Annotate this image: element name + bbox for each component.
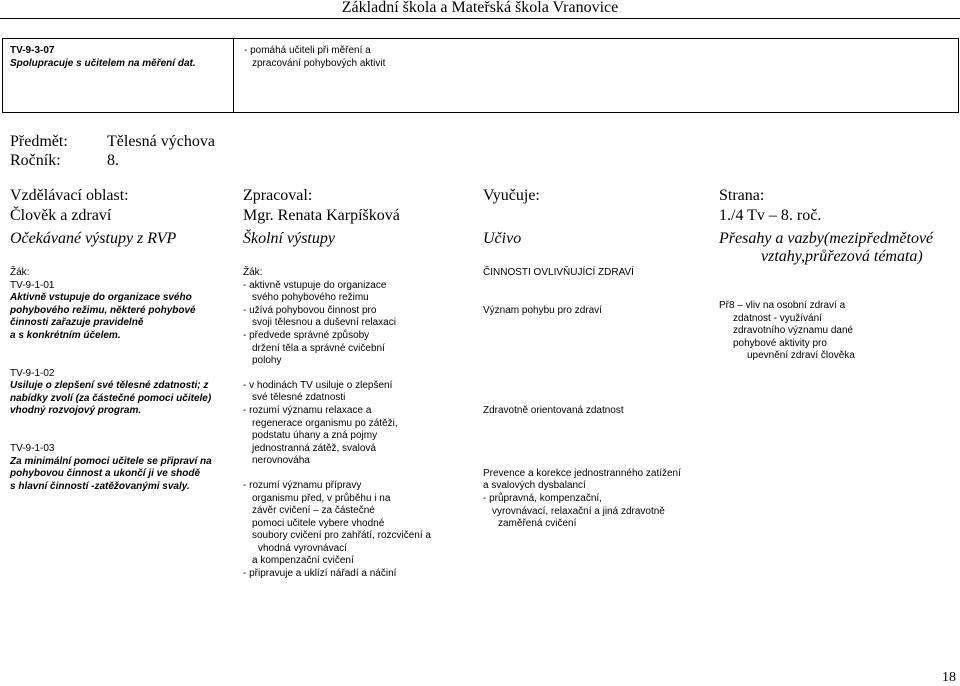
school-output-line: své tělesné zdatnosti xyxy=(252,392,346,404)
outcome-line: Usiluje o zlepšení své tělesné zdatnosti; z xyxy=(10,380,209,392)
area-value: Člověk a zdraví xyxy=(10,207,112,224)
links-column xyxy=(719,300,955,363)
curriculum-column xyxy=(483,267,715,531)
carryover-table xyxy=(2,38,959,113)
column-header-links xyxy=(719,230,933,266)
school-output-line: svoji tělesnou a duševní relaxaci xyxy=(252,317,396,329)
outcome-line: a s konkrétním účelem. xyxy=(10,329,121,341)
outcome-line: pohybovou činnost a ukončí ji ve shodě xyxy=(10,468,201,480)
outcome-text: Spolupracuje s učitelem na měření dat. xyxy=(10,58,196,69)
curriculum-line: zaměřená cvičení xyxy=(498,518,577,530)
curriculum-line: ČINNOSTI OVLIVŇUJÍCÍ ZDRAVÍ xyxy=(483,267,634,278)
column-header-links-line: Přesahy a vazby(mezipředmětové xyxy=(719,230,934,247)
table-column-divider xyxy=(233,39,234,112)
school-output-line: svého pohybového režimu xyxy=(252,292,369,304)
links-line: Př8 – vliv na osobní zdraví a xyxy=(719,300,846,311)
school-output-line: závěr cvičení – za částečné xyxy=(252,505,375,517)
outcome-code: TV-9-1-01 xyxy=(10,279,55,291)
column-header-curriculum: Učivo xyxy=(483,230,522,247)
author-block xyxy=(243,186,400,226)
school-output-line: - připravuje a uklízí nářadí a náčiní xyxy=(243,568,397,580)
teaches-label: Vyučuje: xyxy=(483,187,540,204)
pupil-label: Žák: xyxy=(10,267,30,278)
school-output-line: - užívá pohybovou činnost pro xyxy=(243,304,377,316)
links-line: pohybové aktivity pro xyxy=(733,337,827,349)
school-output-line: pomoci učitele vybere vhodné xyxy=(252,517,385,529)
school-output-line: podstatu úhany a zná pojmy xyxy=(252,430,378,442)
school-output-line: a kompenzační cvičení xyxy=(252,555,354,567)
subject-label: Předmět: xyxy=(10,133,68,150)
school-output-line: regenerace organismu po zátěži, xyxy=(252,417,398,429)
outcome-line: s hlavní činností -zatěžovanými svaly. xyxy=(10,480,190,492)
school-output-line: nerovnováha xyxy=(252,455,310,467)
subject-block xyxy=(10,132,215,170)
curriculum-line: - průpravná, kompenzační, xyxy=(483,492,602,504)
column-header-outcomes: Očekávané výstupy z RVP xyxy=(10,230,177,247)
area-block xyxy=(10,186,129,226)
subject-value: Tělesná výchova xyxy=(107,133,215,150)
school-output-line: soubory cvičení pro zahřátí, rozcvičení a xyxy=(252,530,431,542)
curriculum-line: Význam pohybu pro zdraví xyxy=(483,304,602,316)
outcome-code: TV-9-1-02 xyxy=(10,367,55,379)
grade-label: Ročník: xyxy=(10,152,61,169)
school-output-line: - rozumí významu přípravy xyxy=(243,479,362,491)
header-divider xyxy=(0,18,960,19)
page-label: Strana: xyxy=(719,187,765,204)
grade-value: 8. xyxy=(107,152,119,169)
column-header-school-outputs: Školní výstupy xyxy=(243,230,335,247)
school-output-line: polohy xyxy=(252,355,282,367)
links-line: zdatnost - využívání xyxy=(733,312,822,324)
area-label: Vzdělávací oblast: xyxy=(10,187,129,204)
curriculum-line: a svalových dysbalancí xyxy=(483,480,586,492)
curriculum-line: Prevence a korekce jednostranného zatížení xyxy=(483,467,681,479)
outcome-line: Aktivně vstupuje do organizace svého xyxy=(10,292,192,304)
author-label: Zpracoval: xyxy=(243,187,313,204)
school-output-line: - pomáhá učiteli při měření a xyxy=(244,45,371,56)
pupil-label: Žák: xyxy=(243,267,263,278)
page-block xyxy=(719,186,821,226)
links-line: upevnění zdraví člověka xyxy=(747,350,855,362)
school-header: Základní škola a Mateřská škola Vranovice xyxy=(341,0,619,16)
school-output-line: - rozumí významu relaxace a xyxy=(243,404,372,416)
teaches-block xyxy=(483,186,540,206)
school-output-line: držení těla a správné cvičební xyxy=(252,342,385,354)
school-output-line: jednostranná zátěž, svalová xyxy=(252,442,376,454)
school-output-line: - předvede správné způsoby xyxy=(243,329,370,341)
outcome-code: TV-9-1-03 xyxy=(10,442,55,454)
page-value: 1./4 Tv – 8. roč. xyxy=(719,207,822,224)
school-output-line: zpracování pohybových aktivit xyxy=(252,58,386,69)
outcomes-column xyxy=(10,267,235,493)
curriculum-line: vyrovnávací, relaxační a jiná zdravotně xyxy=(492,505,665,517)
outcome-line: Za minimální pomoci učitele se připraví na xyxy=(10,455,212,467)
column-header-links-line: vztahy,průřezová témata) xyxy=(761,248,923,265)
outcome-line: nabídky zvolí (za částečné pomoci učitele) xyxy=(10,392,212,404)
school-output-line: - v hodinách TV usiluje o zlepšení xyxy=(243,379,393,391)
outcome-line: činnosti zařazuje pravidelně xyxy=(10,317,144,329)
links-line: zdravotního významu dané xyxy=(733,325,854,337)
school-output-line: vhodná vyrovnávací xyxy=(258,542,347,554)
school-output-line: - aktivně vstupuje do organizace xyxy=(243,279,387,291)
carryover-school-output xyxy=(244,44,385,70)
outcome-line: pohybového režimu, některé pohybové xyxy=(10,304,196,316)
outcome-code: TV-9-3-07 xyxy=(10,45,55,56)
outcome-line: vhodný rozvojový program. xyxy=(10,405,142,417)
school-output-line: organismu před, v průběhu i na xyxy=(252,492,391,504)
page-number: 18 xyxy=(942,670,956,685)
curriculum-line: Zdravotně orientovaná zdatnost xyxy=(483,405,624,417)
school-outputs-column xyxy=(243,267,478,581)
carryover-outcome xyxy=(10,44,196,70)
author-value: Mgr. Renata Karpíšková xyxy=(243,207,400,224)
